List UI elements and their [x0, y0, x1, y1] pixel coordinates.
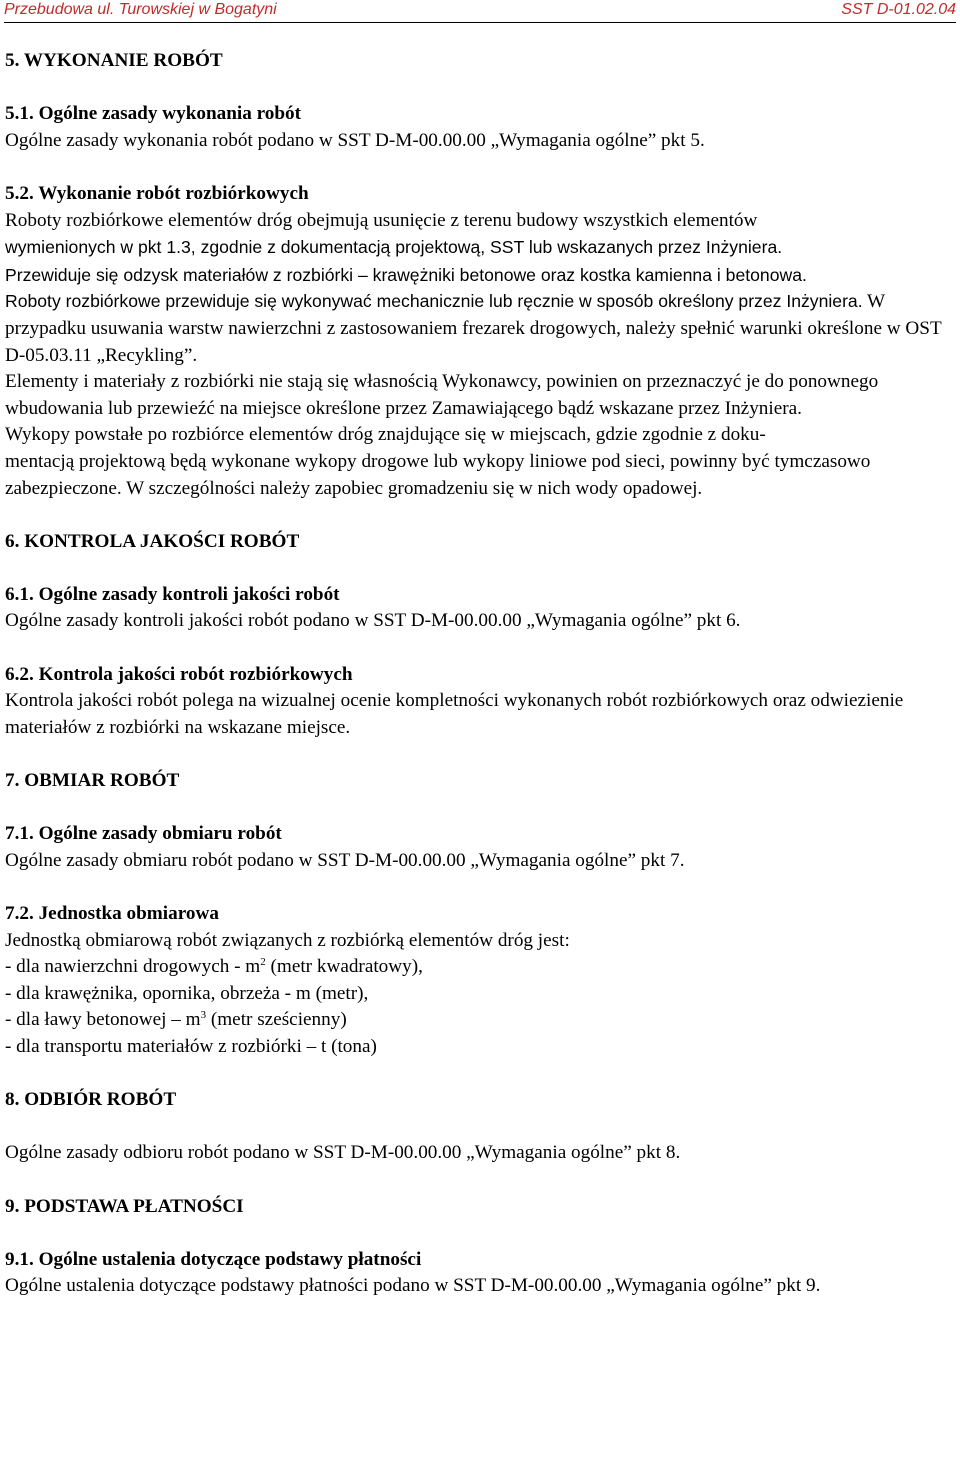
section-5-heading: 5. WYKONANIE ROBÓT — [5, 50, 223, 71]
section-9-1-heading: 9.1. Ogólne ustalenia dotyczące podstawy płatności — [5, 1248, 422, 1270]
section-8-heading: 8. ODBIÓR ROBÓT — [5, 1089, 177, 1111]
page-header — [4, 0, 956, 23]
unit-list-item: - dla krawężnika, opornika, obrzeża - m (metr), — [5, 982, 369, 1004]
section-9-1-text: Ogólne ustalenia dotyczące podstawy płatności podano w SST D-M-00.00.00 „Wymagania ogólne” pkt 9. — [5, 1275, 821, 1297]
unit-list-item: - dla ławy betonowej – $m^3$ (metr sześcienny) — [5, 1009, 347, 1031]
section-7-heading: 7. OBMIAR ROBÓT — [5, 770, 180, 792]
section-5-2-paragraph-5: Wykopy powstałe po rozbiórce elementów dróg znajdujące się w miejscach, gdzie zgodnie z doku- mentacją projektową będą wykonane wykopy drogowe lub wykopy liniowe pod sieci, powinny być tymczasowo zabezpieczone. W szczególności należy zapobiec gromadzeniu się w nich wody opadowej. — [5, 424, 871, 499]
section-8-text: Ogólne zasady odbioru robót podano w SST D-M-00.00.00 „Wymagania ogólne” pkt 8. — [5, 1142, 681, 1164]
section-9-heading: 9. PODSTAWA PŁATNOŚCI — [5, 1195, 244, 1217]
document-body — [5, 48, 950, 1300]
section-6-1-text: Ogólne zasady kontroli jakości robót podano w SST D-M-00.00.00 „Wymagania ogólne” pkt 6. — [5, 610, 741, 632]
section-5-2-paragraph-1: Roboty rozbiórkowe elementów dróg obejmują usunięcie z terenu budowy wszystkich elementów wymienionych w pkt 1.3, zgodnie z dokumentacją projektową, SST lub wskazanych przez Inżyniera. — [5, 209, 783, 258]
header-project-title: Przebudowa ul. Turowskiej w Bogatyni — [4, 1, 277, 18]
section-6-heading: 6. KONTROLA JAKOŚCI ROBÓT — [5, 530, 300, 552]
header-spec-code: SST D-01.02.04 — [841, 1, 956, 18]
section-5-1-heading: 5.1. Ogólne zasady wykonania robót — [5, 103, 302, 125]
section-6-2-heading: 6.2. Kontrola jakości robót rozbiórkowych — [5, 663, 353, 685]
section-7-2-heading: 7.2. Jednostka obmiarowa — [5, 903, 219, 924]
section-5-2-heading: 5.2. Wykonanie robót rozbiórkowych — [5, 182, 309, 204]
section-6-2-text: Kontrola jakości robót polega na wizualnej ocenie kompletności wykonanych robót rozbiórkowych oraz odwiezienie materiałów z rozbiórki na wskazane miejsce. — [5, 690, 904, 738]
section-5-2-paragraph-3: Roboty rozbiórkowe przewiduje się wykonywać mechanicznie lub ręcznie w sposób określony przez Inżyniera. W przypadku usuwania warstw nawierzchni z zastosowaniem frezarek drogowych, należy spełnić warunki określone w OST D-05.03.11 „Recykling”. — [5, 291, 942, 366]
section-5-1-text: Ogólne zasady wykonania robót podano w SST D-M-00.00.00 „Wymagania ogólne” pkt 5. — [5, 129, 705, 151]
section-7-1-text: Ogólne zasady obmiaru robót podano w SST D-M-00.00.00 „Wymagania ogólne” pkt 7. — [5, 849, 685, 871]
section-7-2-intro: Jednostką obmiarową robót związanych z rozbiórką elementów dróg jest: — [5, 929, 570, 951]
unit-list-item: - dla transportu materiałów z rozbiórki – t (tona) — [5, 1035, 377, 1057]
section-7-1-heading: 7.1. Ogólne zasady obmiaru robót — [5, 823, 282, 845]
section-6-1-heading: 6.1. Ogólne zasady kontroli jakości robót — [5, 583, 340, 605]
section-5-2-paragraph-4: Elementy i materiały z rozbiórki nie stają się własnością Wykonawcy, powinien on przeznaczyć je do ponownego wbudowania lub przewieźć na miejsce określone przez Zamawiającego bądź wskazane przez Inżyniera. — [5, 371, 879, 419]
section-5-2-paragraph-2: Przewiduje się odzysk materiałów z rozbiórki – krawężniki betonowe oraz kostka kamienna i betonowa. — [5, 264, 807, 285]
unit-list-item: - dla nawierzchni drogowych - $m^2$ (metr kwadratowy), — [5, 956, 423, 978]
